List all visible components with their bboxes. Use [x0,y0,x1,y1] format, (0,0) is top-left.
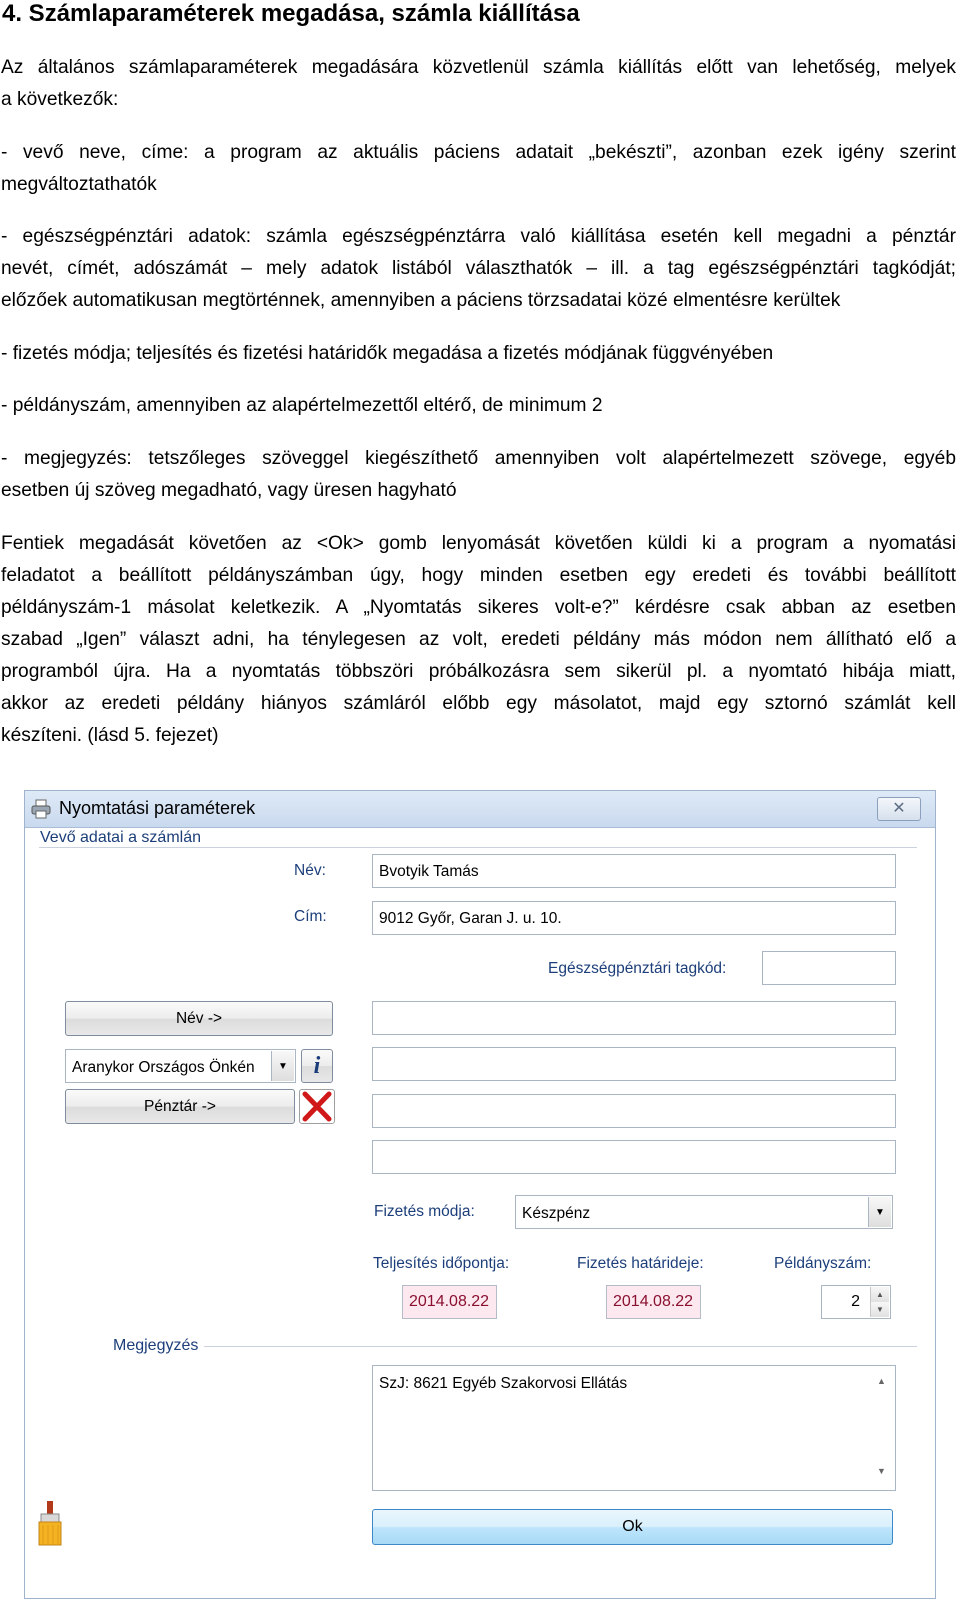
payment-method-select[interactable] [515,1195,893,1229]
payment-method-label: Fizetés módja: [374,1203,475,1220]
info-icon: i [313,1053,321,1079]
fulfillment-date-field[interactable]: 2014.08.22 [402,1285,497,1319]
intro-line: a következők: [1,89,119,110]
intro-paragraph [1,52,956,116]
text-line: esetben új szöveg megadható, vagy üresen hagyható [1,480,457,501]
dialog-titlebar [25,791,935,828]
scroll-up-icon[interactable]: ▲ [877,1376,886,1386]
text-line: - vevő neve, címe: a program az aktuális páciens adatait „bekészti”, azonban ezek igény szerint [1,142,956,163]
dropdown-arrow-icon: ▼ [868,1197,891,1227]
text-line: - megjegyzés: tetszőleges szöveggel kiegészíthető amennyiben volt alapértelmezett szövege, egyéb [1,448,956,469]
fund-tax-number-field[interactable] [372,1094,896,1128]
print-parameters-dialog [24,790,936,1599]
list-item-customer [1,137,956,201]
notes-divider [115,1346,917,1347]
list-item-copies: - példányszám, amennyiben az alapértelmezettől eltérő, de minimum 2 [1,395,603,416]
delete-icon [300,1090,334,1123]
close-icon: ✕ [892,800,906,817]
text-line: - egészségpénztári adatok: számla egészségpénztárra való kiállítása esetén kell megadni a pénztár [1,226,956,247]
member-code-label: Egészségpénztári tagkód: [548,960,727,977]
copies-stepper[interactable] [821,1285,891,1319]
notes-scrollbar[interactable] [869,1366,895,1490]
text-line: akkor az eredeti példány hiányos számláról előbb egy másolatot, majd egy sztornó számlát kell [1,693,956,714]
text-line: készíteni. (lásd 5. fejezet) [1,725,219,746]
close-button[interactable] [877,797,921,821]
extra-field[interactable] [372,1140,896,1174]
brush-icon[interactable] [35,1501,65,1547]
notes-textarea[interactable] [372,1365,896,1491]
text-line: programból újra. Ha a nyomtatás többszöri próbálkozásra sem sikerül pl. a nyomtató hibája miatt, [1,661,956,682]
copies-value: 2 [851,1293,860,1310]
member-code-field[interactable] [762,951,896,985]
fulfillment-date-label: Teljesítés időpontja: [373,1255,510,1272]
notes-text: SzJ: 8621 Egyéb Szakorvosi Ellátás [379,1375,628,1392]
due-date-field[interactable]: 2014.08.22 [606,1285,701,1319]
printer-icon [31,799,51,819]
fund-select-value: Aranykor Országos Önkén [72,1059,255,1076]
fund-name-field[interactable] [372,1001,896,1035]
scroll-down-icon[interactable]: ▼ [877,1466,886,1476]
text-line: előzőek automatikusan megtörténnek, amennyiben a páciens törzsadatai közé elmentésre kerültek [1,290,841,311]
list-item-health-fund [1,221,956,317]
dropdown-arrow-icon: ▼ [271,1051,294,1081]
text-line: szabad „Igen” választ adni, ha ténylegesen az volt, eredeti példány más módon nem állítható elő a [1,629,956,650]
text-line: nevét, címét, adószámát – mely adatok listából választhatók – ill. a tag egészségpénztári tagkódját; [1,258,956,279]
text-line: példányszám-1 másolat keletkezik. A „Nyomtatás sikeres volt-e?” kérdésre csak abban az esetben [1,597,956,618]
spin-down-icon[interactable]: ▼ [870,1302,889,1317]
fund-button[interactable]: Pénztár -> [65,1089,295,1124]
fund-select[interactable] [65,1049,296,1083]
address-label: Cím: [294,908,327,925]
name-button[interactable]: Név -> [65,1001,333,1036]
payment-method-value: Készpénz [522,1205,591,1222]
section-heading: 4. Számlaparaméterek megadása, számla kiállítása [2,0,580,27]
name-field[interactable]: Bvotyik Tamás [372,854,896,888]
customer-group-label: Vevő adatai a számlán [40,829,207,847]
delete-button[interactable] [299,1089,335,1124]
text-line: feladatot a beállított példányszámban úgy, hogy minden esetben egy eredeti és további beállított [1,565,956,586]
list-item-notes [1,443,956,507]
due-date-label: Fizetés határideje: [577,1255,704,1272]
spin-up-icon[interactable]: ▲ [870,1287,889,1302]
copies-label: Példányszám: [774,1255,872,1272]
list-item-payment: - fizetés módja; teljesítés és fizetési határidők megadása a fizetés módjának függvényében [1,343,774,364]
name-label: Név: [294,862,326,879]
dialog-title: Nyomtatási paraméterek [59,798,256,818]
closing-paragraph [1,528,956,752]
group-divider [39,847,917,848]
info-button[interactable] [301,1049,333,1083]
text-line: Fentiek megadását követően az <Ok> gomb lenyomását követően küldi ki a program a nyomatási [1,533,956,554]
notes-group-label: Megjegyzés [113,1337,204,1355]
fund-address-field[interactable] [372,1047,896,1081]
address-field[interactable]: 9012 Győr, Garan J. u. 10. [372,901,896,935]
intro-line: Az általános számlaparaméterek megadására közvetlenül számla kiállítás előtt van lehetőség, melyek [1,57,956,78]
ok-button[interactable]: Ok [372,1509,893,1545]
text-line: megváltoztathatók [1,174,157,195]
